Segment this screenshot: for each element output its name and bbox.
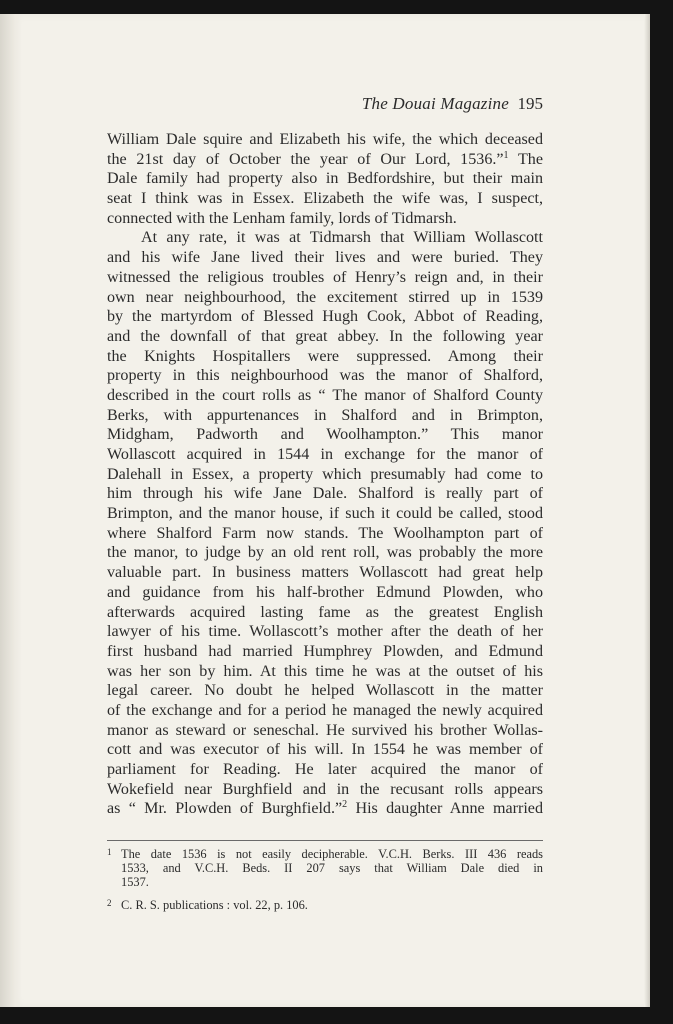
text-line: own near neighbourhood, the excitement stirred up in 1539 <box>107 288 543 306</box>
text-line: cott and was executor of his will. In 1554 he was member of <box>107 741 543 759</box>
text-line: Wollascott acquired in 1544 in exchange for the manor of <box>107 446 543 463</box>
text-line-tail: The <box>517 150 543 168</box>
text-line: Midgham, Padworth and Woolhampton.” This manor <box>107 426 543 444</box>
text-line: manor as steward or seneschal. He survived his brother Wollas- <box>107 721 543 739</box>
text-line: Brimpton, and the manor house, if such it could be called, stood <box>107 505 543 523</box>
body-text <box>107 130 543 819</box>
text-line: Wokefield near Burghfield and in the recusant rolls appears <box>107 780 543 798</box>
page-spine-shadow <box>0 14 22 1007</box>
footnote-line: 1533, and V.C.H. Beds. II 207 says that William Dale died in <box>121 860 543 875</box>
footnote-rule <box>107 840 543 841</box>
text-line: was her son by him. At this time he was at the outset of his <box>107 662 543 680</box>
text-line: connected with the Lenham family, lords of Tidmarsh. <box>107 209 457 227</box>
footnote-2 <box>107 899 543 913</box>
text-line-content: as “ Mr. Plowden of Burghfield.” <box>107 800 343 818</box>
text-line: lawyer of his time. Wollascott’s mother after the death of her <box>107 623 543 641</box>
text-line: witnessed the religious troubles of Henry’s reign and, in their <box>107 268 543 286</box>
text-line: him through his wife Jane Dale. Shalford is really part of <box>107 485 543 503</box>
text-line: afterwards acquired lasting fame as the greatest English <box>107 603 543 621</box>
text-line: valuable part. In business matters Wollascott had great help <box>107 564 543 582</box>
text-line: and guidance from his half-brother Edmund Plowden, who <box>107 583 543 601</box>
page-edge <box>644 14 650 1007</box>
footnote-1 <box>107 848 543 889</box>
text-line: by the martyrdom of Blessed Hugh Cook, Abbot of Reading, <box>107 308 543 326</box>
text-line: Dale family had property also in Bedfordshire, but their main <box>107 170 543 188</box>
footnote-mark: 1 <box>107 847 112 857</box>
page-number: 195 <box>517 94 543 113</box>
running-header <box>107 94 543 118</box>
text-line: where Shalford Farm now stands. The Woolhampton part of <box>107 524 543 542</box>
text-line: William Dale squire and Elizabeth his wife, the which deceased <box>107 131 543 148</box>
text-line: and the downfall of that great abbey. In the following year <box>107 327 543 345</box>
text-line-tail: His daughter Anne married <box>355 800 543 818</box>
text-line: At any rate, it was at Tidmarsh that William Wollascott <box>141 229 543 247</box>
footnote-mark: 2 <box>107 898 112 909</box>
text-line <box>107 150 543 170</box>
text-line: and his wife Jane lived their lives and were buried. They <box>107 249 543 267</box>
text-line: seat I think was in Essex. Elizabeth the wife was, I suspect, <box>107 190 543 208</box>
footnote-ref-1: 1 <box>503 149 509 161</box>
text-line: Dalehall in Essex, a property which presumably had come to <box>107 465 543 483</box>
text-line <box>107 799 543 819</box>
footnotes <box>107 848 543 913</box>
text-line: described in the court rolls as “ The manor of Shalford County <box>107 386 543 404</box>
text-line: Berks, with appurtenances in Shalford and in Brimpton, <box>107 406 543 424</box>
text-line-content: the 21st day of October the year of Our Lord, 1536.” <box>107 150 504 168</box>
footnote-ref-2: 2 <box>342 799 348 811</box>
text-line: of the exchange and for a period he managed the newly acquired <box>107 701 543 719</box>
footnote-line: The date 1536 is not easily decipherable. V.C.H. Berks. III 436 reads <box>121 847 543 861</box>
text-line: the Knights Hospitallers were suppressed. Among their <box>107 347 543 365</box>
text-line: the manor, to judge by an old rent roll, was probably the more <box>107 544 543 562</box>
footnote-line: 1537. <box>121 874 149 889</box>
footnote-line: C. R. S. publications : vol. 22, p. 106. <box>121 898 308 913</box>
running-title: The Douai Magazine <box>361 94 509 113</box>
text-line: first husband had married Humphrey Plowden, and Edmund <box>107 642 543 660</box>
text-line: legal career. No doubt he helped Wollascott in the matter <box>107 682 543 700</box>
text-line: parliament for Reading. He later acquired the manor of <box>107 761 543 778</box>
text-line: property in this neighbourhood was the manor of Shalford, <box>107 367 543 385</box>
